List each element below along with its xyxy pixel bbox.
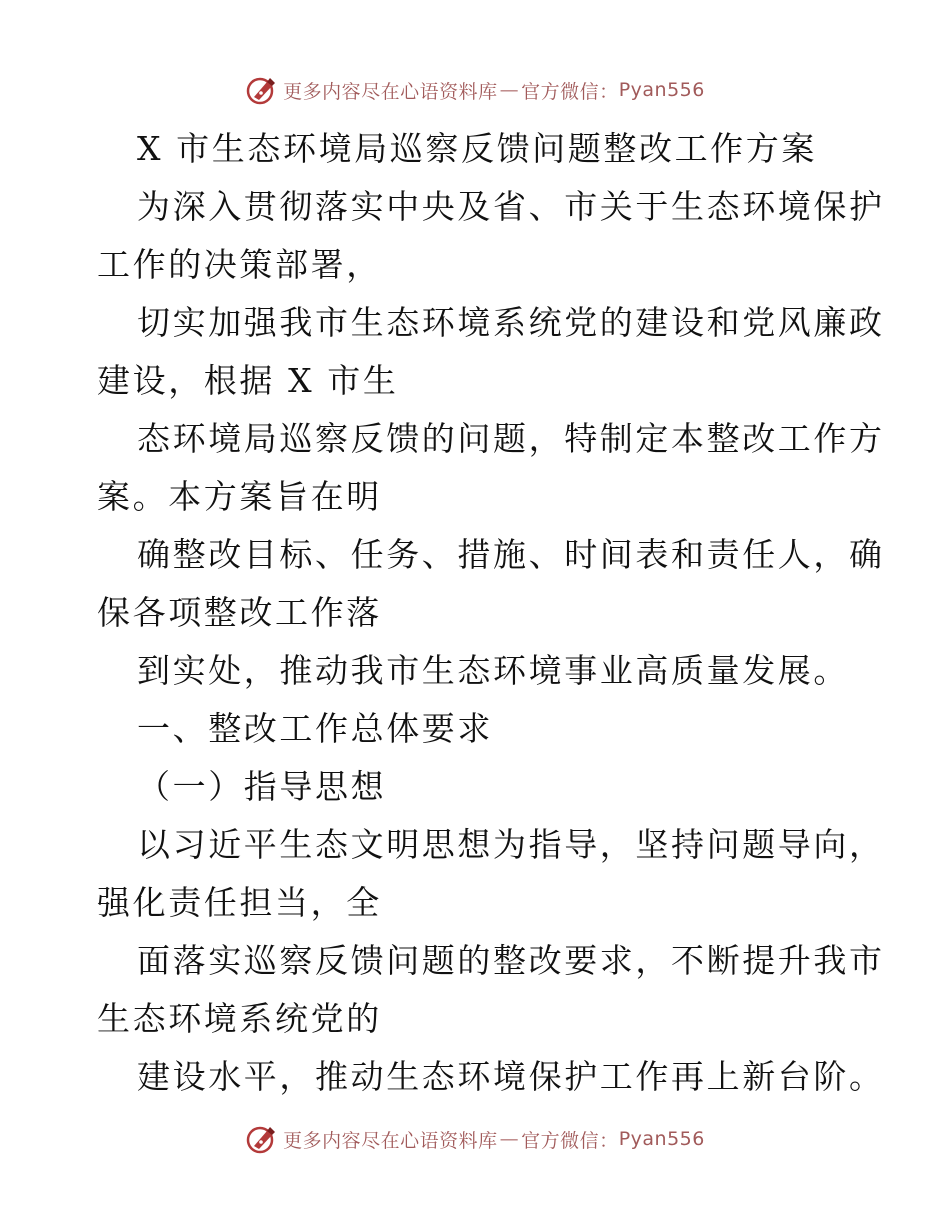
document-title: X 市生态环境局巡察反馈问题整改工作方案 xyxy=(137,129,817,168)
pen-nib-logo-icon xyxy=(245,73,279,107)
body-line: 到实处，推动我市生态环境事业高质量发展。 xyxy=(137,651,849,690)
body-line: 生态环境系统党的 xyxy=(97,999,382,1038)
header-watermark xyxy=(0,70,950,110)
body-line: 为深入贯彻落实中央及省、市关于生态环境保护 xyxy=(137,187,885,226)
subsection-heading: （一）指导思想 xyxy=(137,767,387,806)
body-line: 建设，根据 X 市生 xyxy=(97,361,399,400)
watermark-separator: — xyxy=(499,1128,520,1150)
pen-nib-logo-icon xyxy=(245,1122,279,1156)
watermark-wechat-id: Pyan556 xyxy=(618,1128,705,1150)
body-line: 强化责任担当，全 xyxy=(97,883,382,922)
watermark-wechat-label: 官方微信： xyxy=(521,80,619,103)
document-body xyxy=(97,120,885,1106)
body-line: 确整改目标、任务、措施、时间表和责任人，确 xyxy=(137,535,885,574)
body-line: 保各项整改工作落 xyxy=(97,593,382,632)
body-line: 切实加强我市生态环境系统党的建设和党风廉政 xyxy=(137,303,885,342)
watermark-separator: — xyxy=(499,79,520,101)
body-line: 建设水平，推动生态环境保护工作再上新台阶。 xyxy=(137,1057,885,1096)
body-line: 以习近平生态文明思想为指导，坚持问题导向， xyxy=(137,825,885,864)
section-heading: 一、整改工作总体要求 xyxy=(137,709,493,748)
watermark-site-text: 更多内容尽在心语资料库 xyxy=(283,80,498,103)
body-line: 面落实巡察反馈问题的整改要求，不断提升我市 xyxy=(137,941,885,980)
body-line: 态环境局巡察反馈的问题，特制定本整改工作方 xyxy=(137,419,885,458)
watermark-wechat-label: 官方微信： xyxy=(521,1129,619,1152)
body-line: 工作的决策部署， xyxy=(97,245,382,284)
watermark-wechat-id: Pyan556 xyxy=(618,79,705,101)
footer-watermark xyxy=(0,1119,950,1159)
body-line: 案。本方案旨在明 xyxy=(97,477,382,516)
watermark-site-text: 更多内容尽在心语资料库 xyxy=(283,1129,498,1152)
